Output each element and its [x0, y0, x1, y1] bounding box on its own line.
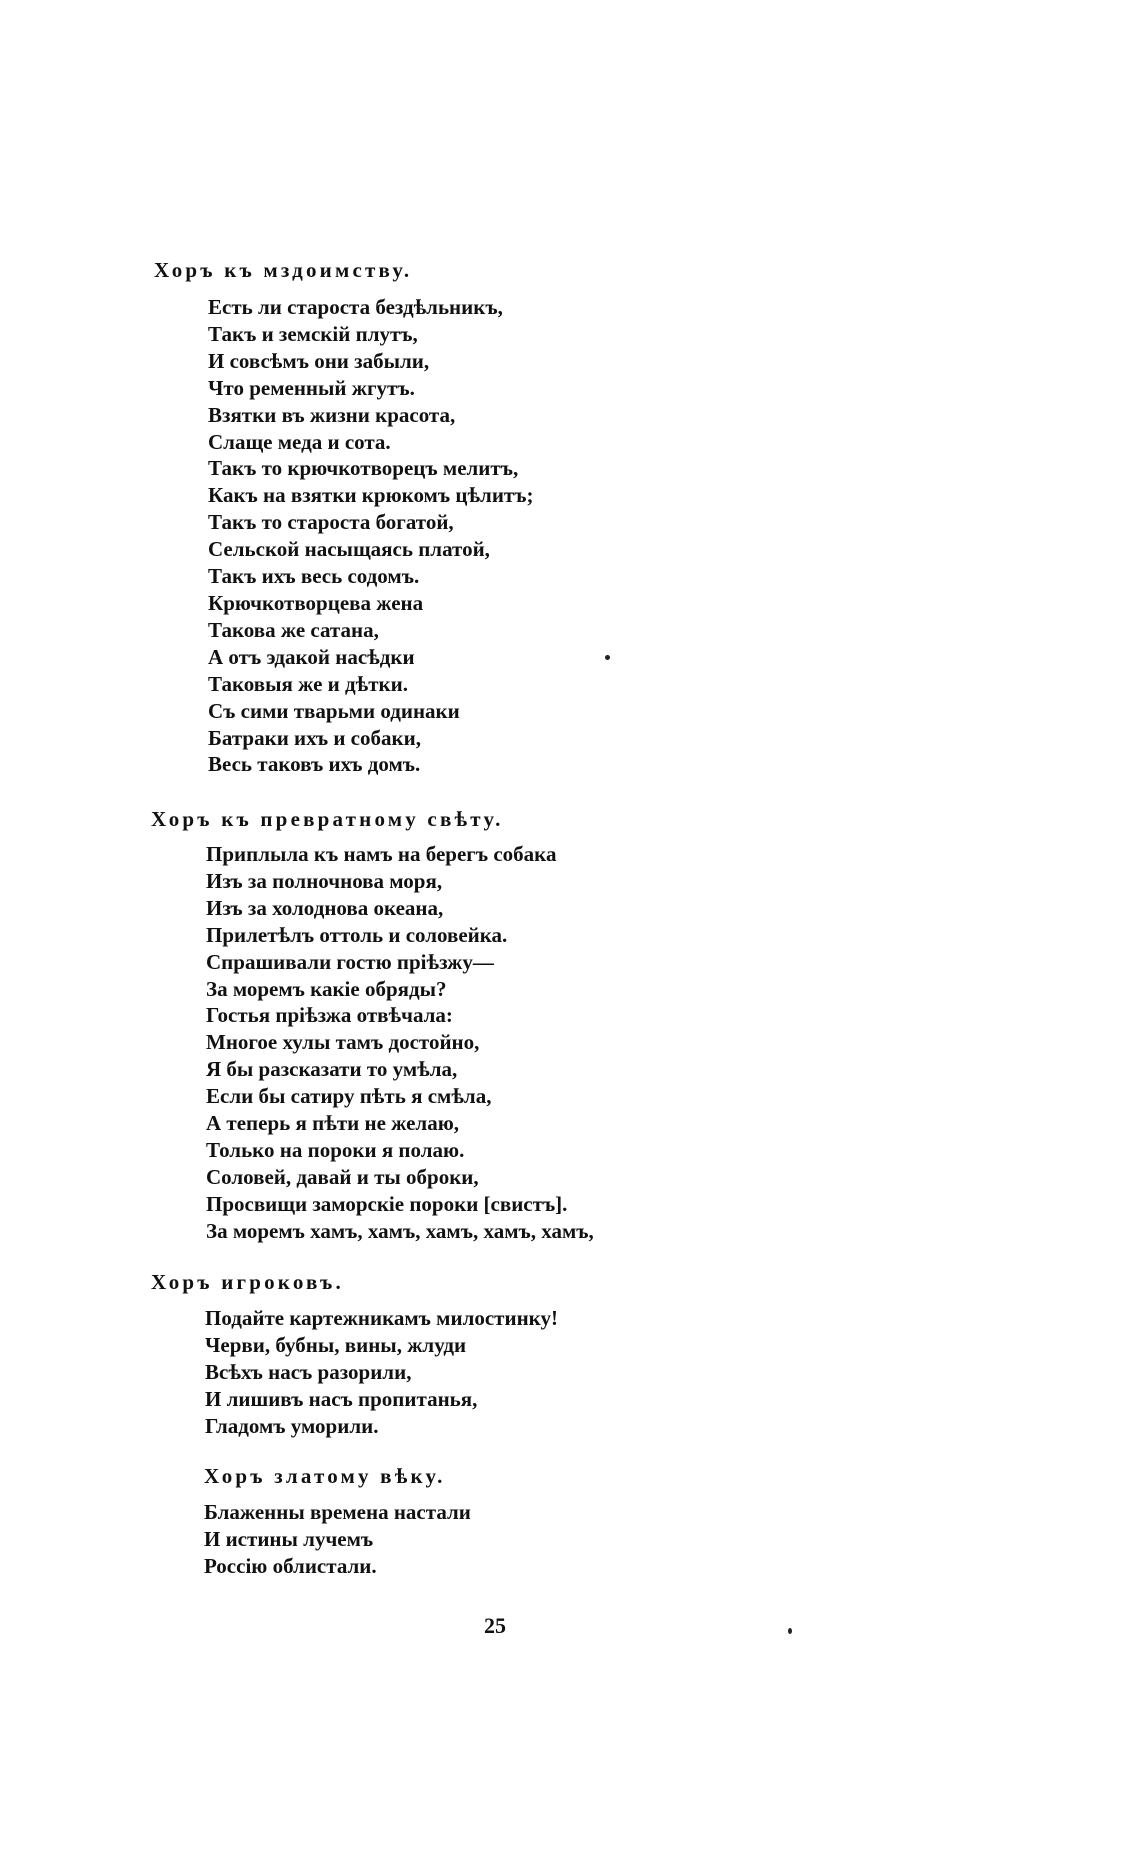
- print-speck: [788, 1628, 792, 1634]
- verse-line: Взятки въ жизни красота,: [208, 402, 456, 427]
- verse-line: Изъ за полночнова моря,: [206, 868, 443, 893]
- verse-line: Есть ли староста бездѣльникъ,: [208, 295, 503, 319]
- verse-line: Такъ ихъ весь содомъ.: [208, 564, 420, 589]
- verse-line: И совсѣмъ они забыли,: [208, 348, 430, 373]
- verse-line: За моремъ хамъ, хамъ, хамъ, хамъ, хамъ,: [206, 1218, 594, 1243]
- stanza-gamblers: [205, 1305, 558, 1440]
- print-speck: [605, 655, 610, 660]
- verse-line: Съ сими тварьми одинаки: [208, 698, 460, 723]
- page-number: 25: [484, 1613, 506, 1638]
- section-heading-golden-age: Хоръ златому вѣку.: [204, 1464, 446, 1488]
- verse-line: Гостья пріѣзжа отвѣчала:: [206, 1003, 453, 1028]
- verse-line: Россію облистали.: [204, 1553, 377, 1578]
- verse-line: Соловей, давай и ты оброки,: [206, 1164, 479, 1189]
- verse-line: Изъ за холоднова океана,: [206, 895, 444, 920]
- verse-line: Если бы сатиру пѣть я смѣла,: [206, 1084, 492, 1109]
- verse-line: Крючкотворцева жена: [208, 590, 424, 615]
- verse-line: И лишивъ насъ пропитанья,: [205, 1386, 478, 1411]
- verse-line: Таковыя же и дѣтки.: [208, 671, 408, 696]
- verse-line: Сельской насыщаясь платой,: [208, 537, 490, 562]
- verse-line: Блаженны времена настали: [204, 1500, 471, 1524]
- verse-line: Прилетѣлъ оттоль и соловейка.: [206, 922, 508, 947]
- section-heading-topsy-turvy-world: Хоръ къ превратному свѣту.: [151, 807, 504, 831]
- verse-line: А теперь я пѣти не желаю,: [206, 1111, 460, 1136]
- verse-line: Слаще меда и сота.: [208, 429, 391, 454]
- verse-line: Батраки ихъ и собаки,: [208, 725, 421, 750]
- verse-line: Черви, бубны, вины, жлуди: [205, 1332, 467, 1357]
- verse-line: Такъ то крючкотворецъ мелитъ,: [208, 456, 519, 481]
- verse-line: Какъ на взятки крюкомъ цѣлитъ;: [208, 483, 534, 508]
- verse-line: А отъ эдакой насѣдки: [208, 644, 415, 669]
- verse-line: Я бы разсказати то умѣла,: [206, 1057, 458, 1082]
- verse-line: Спрашивали гостю пріѣзжу—: [206, 949, 494, 974]
- verse-line: Такъ и земскій плутъ,: [208, 321, 418, 346]
- verse-line: Подайте картежникамъ милостинку!: [205, 1306, 558, 1330]
- verse-line: Всѣхъ насъ разорили,: [205, 1359, 412, 1384]
- stanza-topsy-turvy-world: [206, 841, 594, 1245]
- verse-line: Такова же сатана,: [208, 617, 379, 642]
- verse-line: Многое хулы тамъ достойно,: [206, 1030, 480, 1055]
- verse-line: И истины лучемъ: [204, 1526, 374, 1551]
- stanza-golden-age: [204, 1499, 471, 1580]
- verse-line: Гладомъ уморили.: [205, 1413, 379, 1438]
- verse-line: Такъ то староста богатой,: [208, 510, 454, 535]
- verse-line: За моремъ какіе обряды?: [206, 976, 447, 1001]
- section-heading-bribery: Хоръ къ мздоимству.: [154, 258, 413, 282]
- stanza-bribery: [208, 294, 533, 778]
- verse-line: Весь таковъ ихъ домъ.: [208, 752, 421, 777]
- verse-line: Просвищи заморскіе пороки [свистъ].: [206, 1191, 568, 1216]
- section-heading-gamblers: Хоръ игроковъ.: [151, 1270, 344, 1294]
- verse-line: Приплыла къ намъ на берегъ собака: [206, 842, 557, 866]
- verse-line: Что ременный жгутъ.: [208, 375, 415, 400]
- verse-line: Только на пороки я полаю.: [206, 1137, 465, 1162]
